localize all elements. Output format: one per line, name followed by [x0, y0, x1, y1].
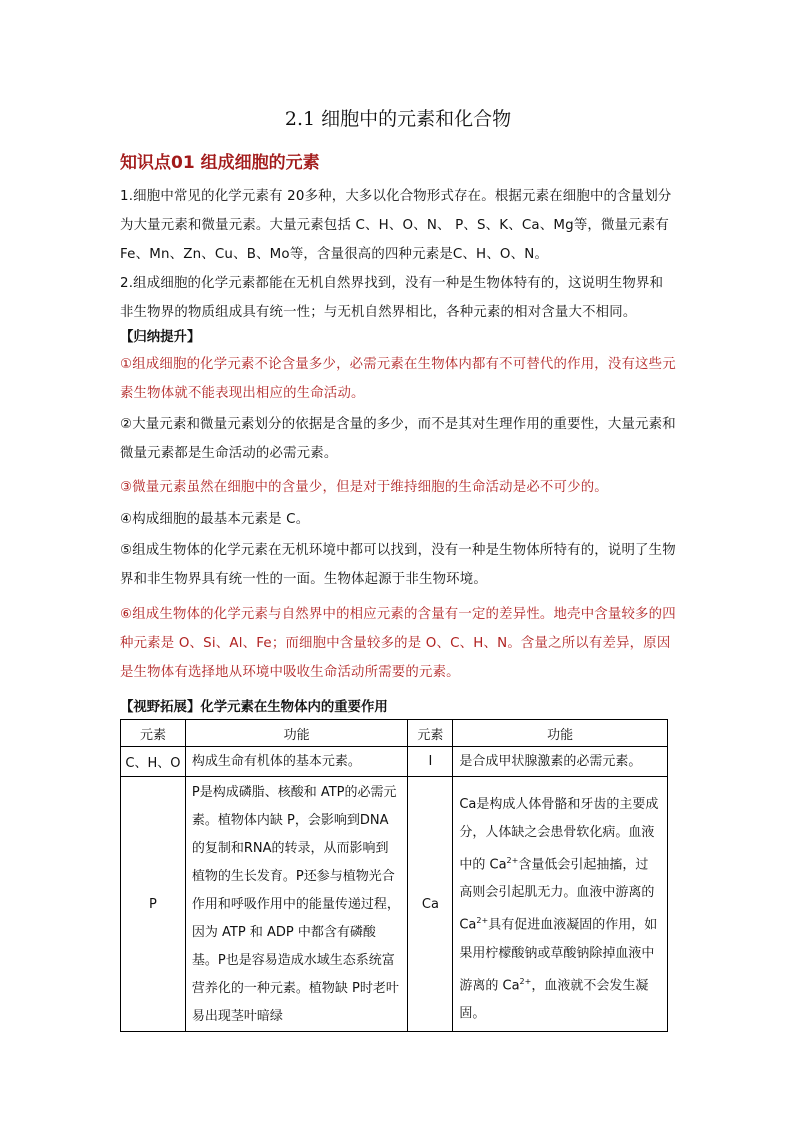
- cell-function: [185, 747, 408, 777]
- paragraph-1: 1.细胞中常见的化学元素有 20多种，大多以化合物形式存在。根据元素在细胞中的含量划分为大量元素和微量元素。大量元素包括 C、H、O、N、 P、S、K、Ca、Mg等，微量元素有Fe、Mn、Zn、Cu、B、Mo等，含量很高的四种元素是C、H、O、N。: [120, 189, 672, 262]
- extension-label: 【视野拓展】化学元素在生物体内的重要作用: [120, 700, 388, 715]
- cell-function: [453, 747, 668, 777]
- header-function-1: 功能: [185, 720, 408, 747]
- cell-function-text: [453, 777, 667, 1028]
- ca-text-a: Ca是构成人体骨骼和牙齿的主要成分，人体缺之会患骨软化病。血液中的 Ca: [459, 797, 659, 873]
- superscript: 2+: [476, 916, 489, 926]
- summary-point-3: ③微量元素虽然在细胞中的含量少，但是对于维持细胞的生命活动是必不可少的。: [120, 480, 608, 495]
- superscript: 2+: [519, 976, 532, 986]
- ca-text-c: 具有促进血液凝固的作用，如果用柠檬酸钠或草酸钠除掉血液中游离的 Ca: [459, 917, 658, 993]
- summary-point-1: ①组成细胞的化学元素不论含量多少，必需元素在生物体内都有不可替代的作用，没有这些元素生物体就不能表现出相应的生命活动。: [120, 357, 676, 401]
- table-row: [121, 777, 668, 1032]
- ca-text-d: ，血液就不会发生凝固。: [459, 977, 649, 1021]
- cell-element: I: [408, 747, 453, 777]
- cell-element: Ca: [408, 777, 453, 1032]
- header-element-1: 元素: [121, 720, 186, 747]
- summary-point-4: ④构成细胞的最基本元素是 C。: [120, 512, 310, 527]
- element-function-table: [120, 719, 668, 1032]
- ca-text-b: 含量低会引起抽搐，过高则会引起肌无力。血液中游离的 Ca: [459, 857, 655, 933]
- cell-element: C、H、O: [121, 747, 186, 777]
- header-element-2: 元素: [408, 720, 453, 747]
- page-title: 2.1 细胞中的元素和化合物: [284, 108, 512, 130]
- table-row: [121, 747, 668, 777]
- paragraph-2: 2.组成细胞的化学元素都能在无机自然界找到，没有一种是生物体特有的，这说明生物界和非生物界的物质组成具有统一性；与无机自然界相比，各种元素的相对含量大不相同。: [120, 276, 664, 320]
- section-heading: 知识点01 组成细胞的元素: [120, 153, 320, 173]
- cell-function: [453, 777, 668, 1032]
- cell-function-text: P是构成磷脂、核酸和 ATP的必需元素。植物体内缺 P，会影响到DNA的复制和RNA的转录，从而影响到植物的生长发育。P还参与植物光合作用和呼吸作用中的能量传递过程，因为 ATP 和 ADP 中都含有磷酸基。P也是容易造成水域生态系统富营养化的一种元素。植物缺 P时老叶易出现茎叶暗绿: [191, 785, 400, 1024]
- cell-function-text: 构成生命有机体的基本元素。: [191, 753, 361, 769]
- summary-point-6: ⑥组成生物体的化学元素与自然界中的相应元素的含量有一定的差异性。地壳中含量较多的四种元素是 O、Si、Al、Fe；而细胞中含量较多的是 O、C、H、N。含量之所以有差异，原因是生物体有选择地从环境中吸收生命活动所需要的元素。: [120, 607, 676, 680]
- summary-point-2: ②大量元素和微量元素划分的依据是含量的多少，而不是其对生理作用的重要性，大量元素和微量元素都是生命活动的必需元素。: [120, 417, 676, 461]
- table-header-row: [121, 720, 668, 747]
- superscript: 2+: [506, 856, 519, 865]
- header-function-2: 功能: [453, 720, 668, 747]
- cell-element: P: [121, 777, 186, 1032]
- cell-function-text: 是合成甲状腺激素的必需元素。: [459, 753, 642, 769]
- cell-function: [185, 777, 408, 1032]
- summary-label: 【归纳提升】: [120, 330, 201, 345]
- summary-point-5: ⑤组成生物体的化学元素在无机环境中都可以找到，没有一种是生物体所特有的，说明了生物界和非生物界具有统一性的一面。生物体起源于非生物环境。: [120, 543, 676, 587]
